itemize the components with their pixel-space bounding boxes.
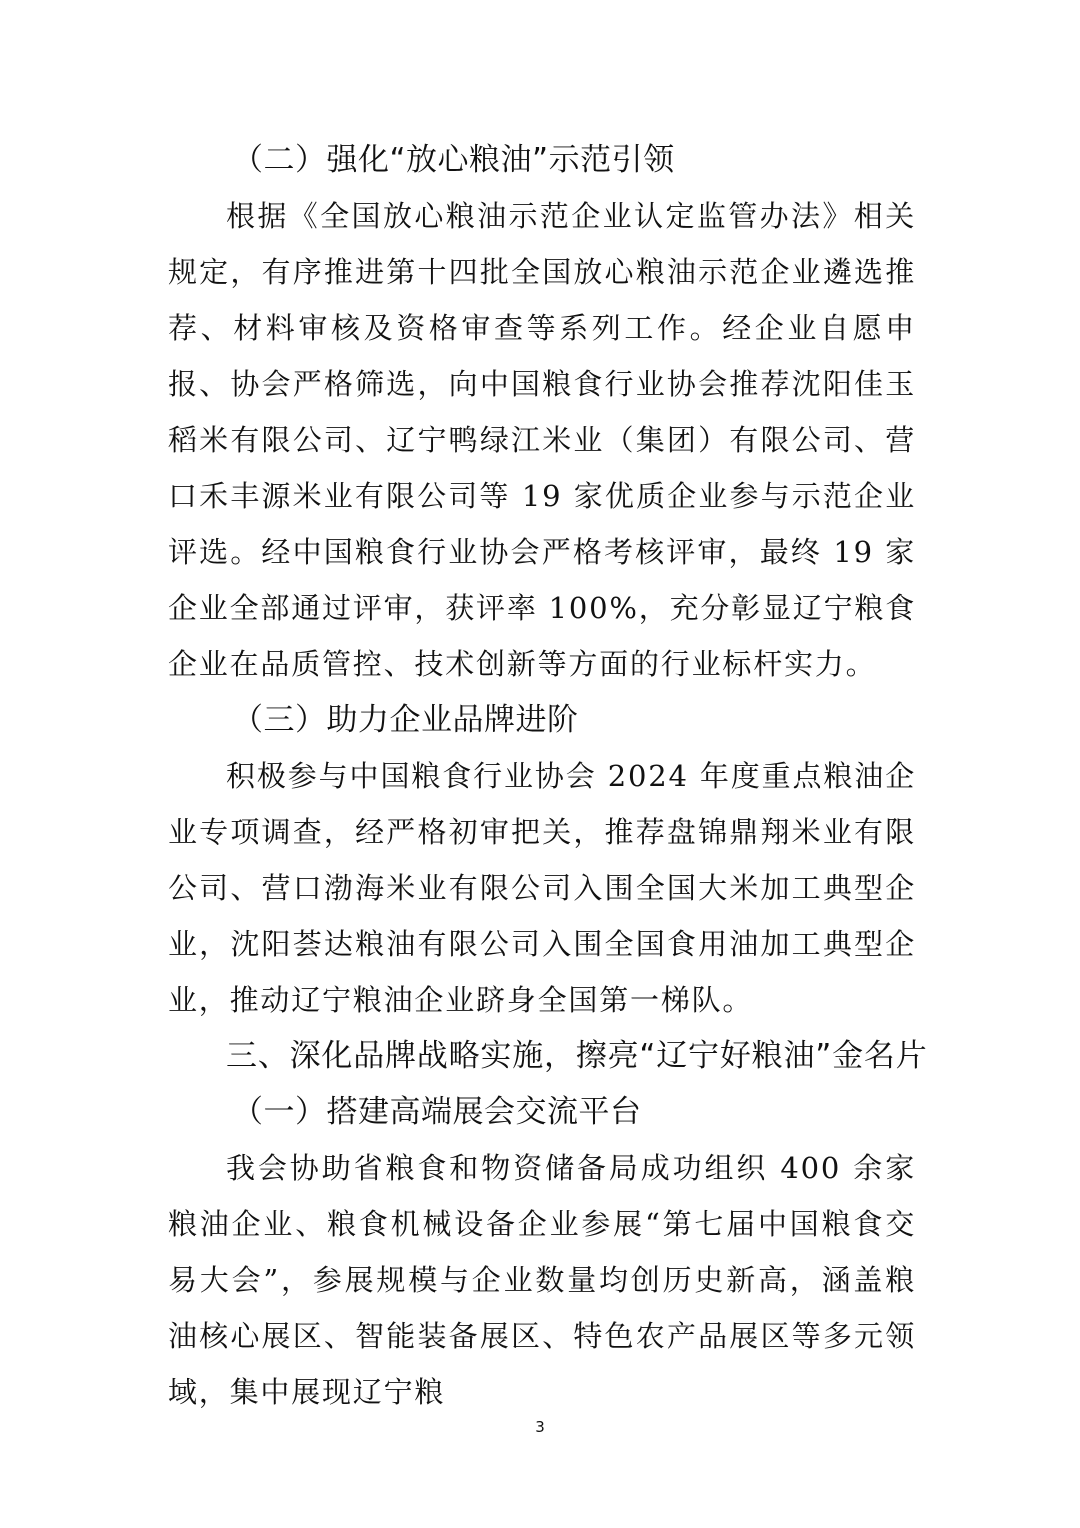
paragraph-3-1: 我会协助省粮食和物资储备局成功组织 400 余家粮油企业、粮食机械设备企业参展“第七届中国粮食交易大会”，参展规模与企业数量均创历史新高，涵盖粮油核心展区、智能装备展区、特色农产品展区等多元领域，集中展现辽宁粮 [168, 1151, 916, 1409]
section-heading-2-3: （三）助力企业品牌进阶 [232, 702, 579, 738]
section-heading-3: 三、深化品牌战略实施，擦亮“辽宁好粮油”金名片 [226, 1038, 928, 1074]
section-heading-3-1: （一）搭建高端展会交流平台 [232, 1094, 642, 1130]
section-heading-2-2: （二）强化“放心粮油”示范引领 [232, 142, 675, 178]
page-number: 3 [535, 1418, 545, 1436]
paragraph-2-3: 积极参与中国粮食行业协会 2024 年度重点粮油企业专项调查，经严格初审把关，推荐盘锦鼎翔米业有限公司、营口渤海米业有限公司入围全国大米加工典型企业，沈阳荟达粮油有限公司入围全国食用油加工典型企业，推动辽宁粮油企业跻身全国第一梯队。 [168, 759, 916, 1017]
document-body [168, 132, 928, 1420]
paragraph-2-2: 根据《全国放心粮油示范企业认定监管办法》相关规定，有序推进第十四批全国放心粮油示范企业遴选推荐、材料审核及资格审查等系列工作。经企业自愿申报、协会严格筛选，向中国粮食行业协会推荐沈阳佳玉稻米有限公司、辽宁鸭绿江米业（集团）有限公司、营口禾丰源米业有限公司等 19 家优质企业参与示范企业评选。经中国粮食行业协会严格考核评审，最终 19 家企业全部通过评审，获评率 100%，充分彰显辽宁粮食企业在品质管控、技术创新等方面的行业标杆实力。 [168, 199, 916, 681]
